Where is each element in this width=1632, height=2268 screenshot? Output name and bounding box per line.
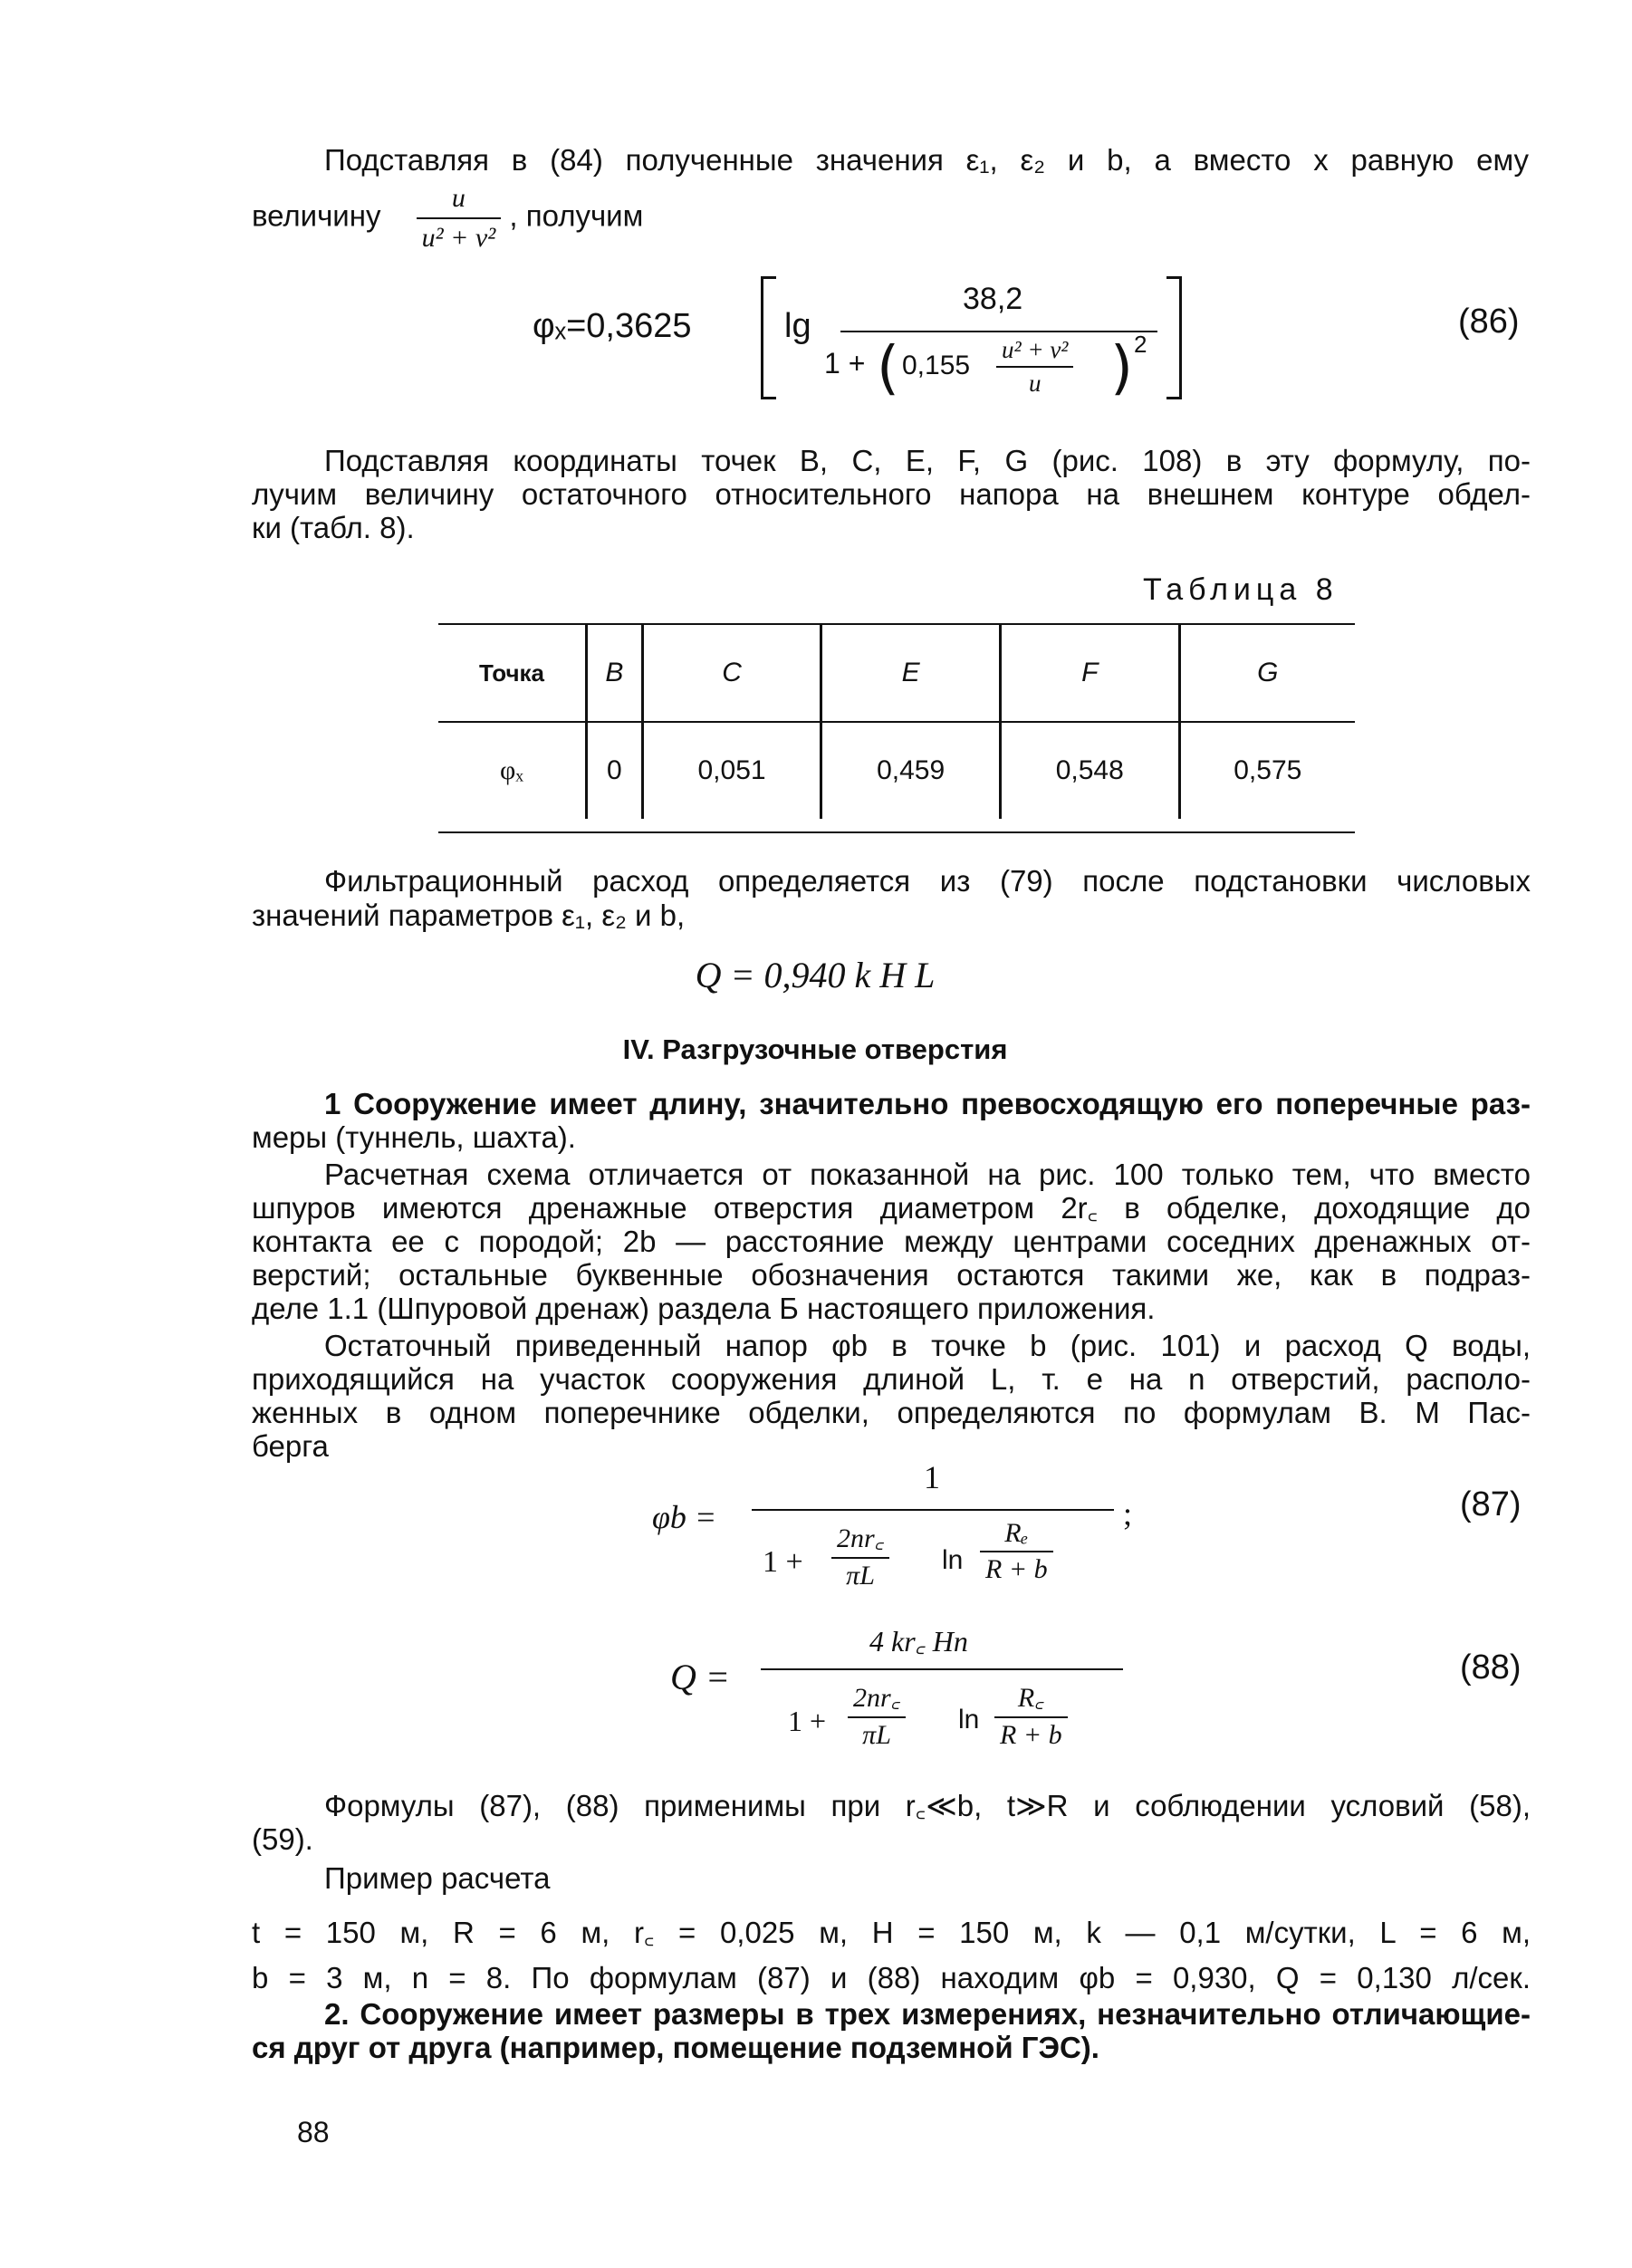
- paragraph-6-line-2: приходящийся на участок сооружения длиной L, т. е на n отверстий, располо-: [252, 1362, 1531, 1396]
- table-cell: 0,051: [642, 722, 821, 819]
- eq87-c-num: 2nr꜀: [831, 1518, 889, 1559]
- eq88-r-den: R + b: [1000, 1720, 1062, 1750]
- table-cell: φₓ: [499, 755, 523, 785]
- equation-87-number: (87): [1460, 1485, 1522, 1523]
- table-8: [438, 625, 1355, 819]
- paragraph-7-line-2: (59).: [252, 1822, 313, 1856]
- paragraph-2-line-3: ки (табл. 8).: [252, 511, 415, 544]
- table-header-cell: F: [1000, 625, 1179, 722]
- paragraph-3-line-1: Фильтрационный расход определяется из (79) после подстановки числовых: [324, 864, 1531, 898]
- eq87-r-fraction: [980, 1518, 1053, 1585]
- paragraph-1-line-2: [252, 181, 643, 255]
- eq87-lhs: φb =: [652, 1499, 717, 1535]
- eq87-c-fraction: [831, 1518, 889, 1591]
- eq87-one-plus: 1 +: [763, 1545, 803, 1579]
- table-data-row: [438, 722, 1355, 819]
- eq86-bracket-left: [761, 276, 776, 399]
- eq88-c-fraction: [848, 1677, 906, 1751]
- equation-q: Q = 0,940 k H L: [695, 955, 936, 995]
- table-header-cell: Точка: [438, 625, 587, 722]
- eq88-bar: [761, 1668, 1123, 1670]
- table-header-cell: G: [1179, 625, 1355, 722]
- eq88-one-plus: 1 +: [788, 1705, 827, 1737]
- p1-fraction: [417, 181, 502, 255]
- eq88-numerator: 4 kr꜀ Hn: [869, 1625, 968, 1658]
- eq86-lg: lg: [784, 307, 811, 345]
- eq88-c-den: πL: [862, 1720, 891, 1750]
- table-header-row: [438, 625, 1355, 722]
- eq88-lhs: Q =: [670, 1657, 730, 1697]
- table-header-cell: E: [821, 625, 1001, 722]
- page-number: 88: [297, 2116, 330, 2148]
- equation-88: [670, 1621, 1177, 1775]
- eq86-inner-num: u² + v²: [996, 336, 1073, 368]
- paragraph-2-line-1: Подставляя координаты точек B, C, E, F, G (рис. 108) в эту формулу, по-: [324, 444, 1531, 477]
- eq87-r-num: Rₑ: [980, 1518, 1053, 1552]
- example-title: Пример расчета: [324, 1861, 551, 1895]
- table-cell: 0,548: [1000, 722, 1179, 819]
- table-header-cell: C: [642, 625, 821, 722]
- table-header-cell: B: [587, 625, 643, 722]
- paragraph-6-line-4: берга: [252, 1429, 329, 1463]
- paragraph-1-line-1: Подставляя в (84) полученные значения ε₁, ε₂ и b, а вместо x равную ему: [324, 143, 1529, 177]
- eq87-numerator: 1: [924, 1459, 940, 1495]
- eq86-numerator: 38,2: [963, 282, 1023, 316]
- eq86-inner-den: u: [1028, 370, 1042, 397]
- paragraph-5-line-4: верстий; остальные буквенные обозначения остаются такими же, как в подраз-: [252, 1258, 1531, 1292]
- paragraph-8-line-2: ся друг от друга (например, помещение подземной ГЭС).: [252, 2031, 1099, 2064]
- equation-87: [652, 1458, 1159, 1612]
- paragraph-5-line-2: шпуров имеются дренажные отверстия диаметром 2r꜀ в обделке, доходящие до: [252, 1191, 1531, 1225]
- eq88-ln: ln: [958, 1705, 980, 1735]
- equation-86-number: (86): [1458, 303, 1520, 341]
- eq86-den-one: 1 +: [824, 347, 866, 380]
- section-title: IV. Разгрузочные отверстия: [622, 1033, 1008, 1065]
- eq86-lhs: φₓ=0,3625: [533, 307, 692, 345]
- eq88-c-num: 2nr꜀: [848, 1677, 906, 1718]
- eq88-r-num: R꜀: [994, 1677, 1068, 1718]
- equation-88-number: (88): [1460, 1648, 1522, 1687]
- paragraph-4-line-1: 1 Сооружение имеет длину, значительно превосходящую его поперечные раз-: [324, 1087, 1531, 1120]
- eq86-inner-coef: 0,155: [902, 351, 971, 380]
- p1-text-a: величину: [252, 198, 381, 233]
- eq86-inner-fraction: [996, 336, 1073, 398]
- eq86-paren-left: (: [877, 335, 899, 402]
- p1-frac-num: u: [417, 181, 502, 219]
- paragraph-7-line-1: Формулы (87), (88) применимы при r꜀≪b, t≫R и соблюдении условий (58),: [324, 1789, 1531, 1822]
- table-caption: Таблица 8: [1143, 572, 1339, 607]
- p1-text-b: , получим: [509, 198, 644, 233]
- example-line-2: b = 3 м, n = 8. По формулам (87) и (88) находим φb = 0,930, Q = 0,130 л/сек.: [252, 1961, 1531, 1994]
- eq87-r-den: R + b: [985, 1554, 1048, 1584]
- table-cell: 0,575: [1179, 722, 1355, 819]
- p1-frac-den: u² + v²: [421, 223, 496, 253]
- table-bottom-rule: [438, 831, 1355, 833]
- paragraph-5-line-3: контакта ее с породой; 2b — расстояние между центрами соседних дренажных от-: [252, 1225, 1531, 1258]
- eq87-bar: [752, 1509, 1114, 1511]
- table-cell: 0: [587, 722, 643, 819]
- table-cell: 0,459: [821, 722, 1001, 819]
- eq86-power: 2: [1134, 331, 1147, 358]
- paragraph-3-line-2: значений параметров ε₁, ε₂ и b,: [252, 899, 686, 932]
- eq87-c-den: πL: [846, 1561, 875, 1590]
- eq88-r-fraction: [994, 1677, 1068, 1751]
- example-line-1: t = 150 м, R = 6 м, r꜀ = 0,025 м, H = 150 м, k — 0,1 м/сутки, L = 6 м,: [252, 1916, 1531, 1949]
- eq86-paren-right: ): [1110, 335, 1133, 402]
- eq86-fraction-bar: [840, 331, 1157, 332]
- paragraph-6-line-1: Остаточный приведенный напор φb в точке b (рис. 101) и расход Q воды,: [324, 1329, 1531, 1362]
- paragraph-8-line-1: 2. Сооружение имеет размеры в трех измерениях, незначительно отличающие-: [324, 1997, 1531, 2031]
- eq87-ln: ln: [942, 1545, 964, 1575]
- eq86-bracket-right: [1166, 276, 1182, 399]
- eq87-semicolon: ;: [1123, 1495, 1133, 1532]
- paragraph-2-line-2: лучим величину остаточного относительного напора на внешнем контуре обдел-: [252, 477, 1531, 511]
- paragraph-4-line-2: меры (туннель, шахта).: [252, 1120, 576, 1154]
- paragraph-6-line-3: женных в одном поперечнике обделки, определяются по формулам В. М Пас-: [252, 1396, 1531, 1429]
- paragraph-5-line-1: Расчетная схема отличается от показанной на рис. 100 только тем, что вместо: [324, 1158, 1531, 1191]
- paragraph-5-line-5: деле 1.1 (Шпуровой дренаж) раздела Б настоящего приложения.: [252, 1292, 1156, 1325]
